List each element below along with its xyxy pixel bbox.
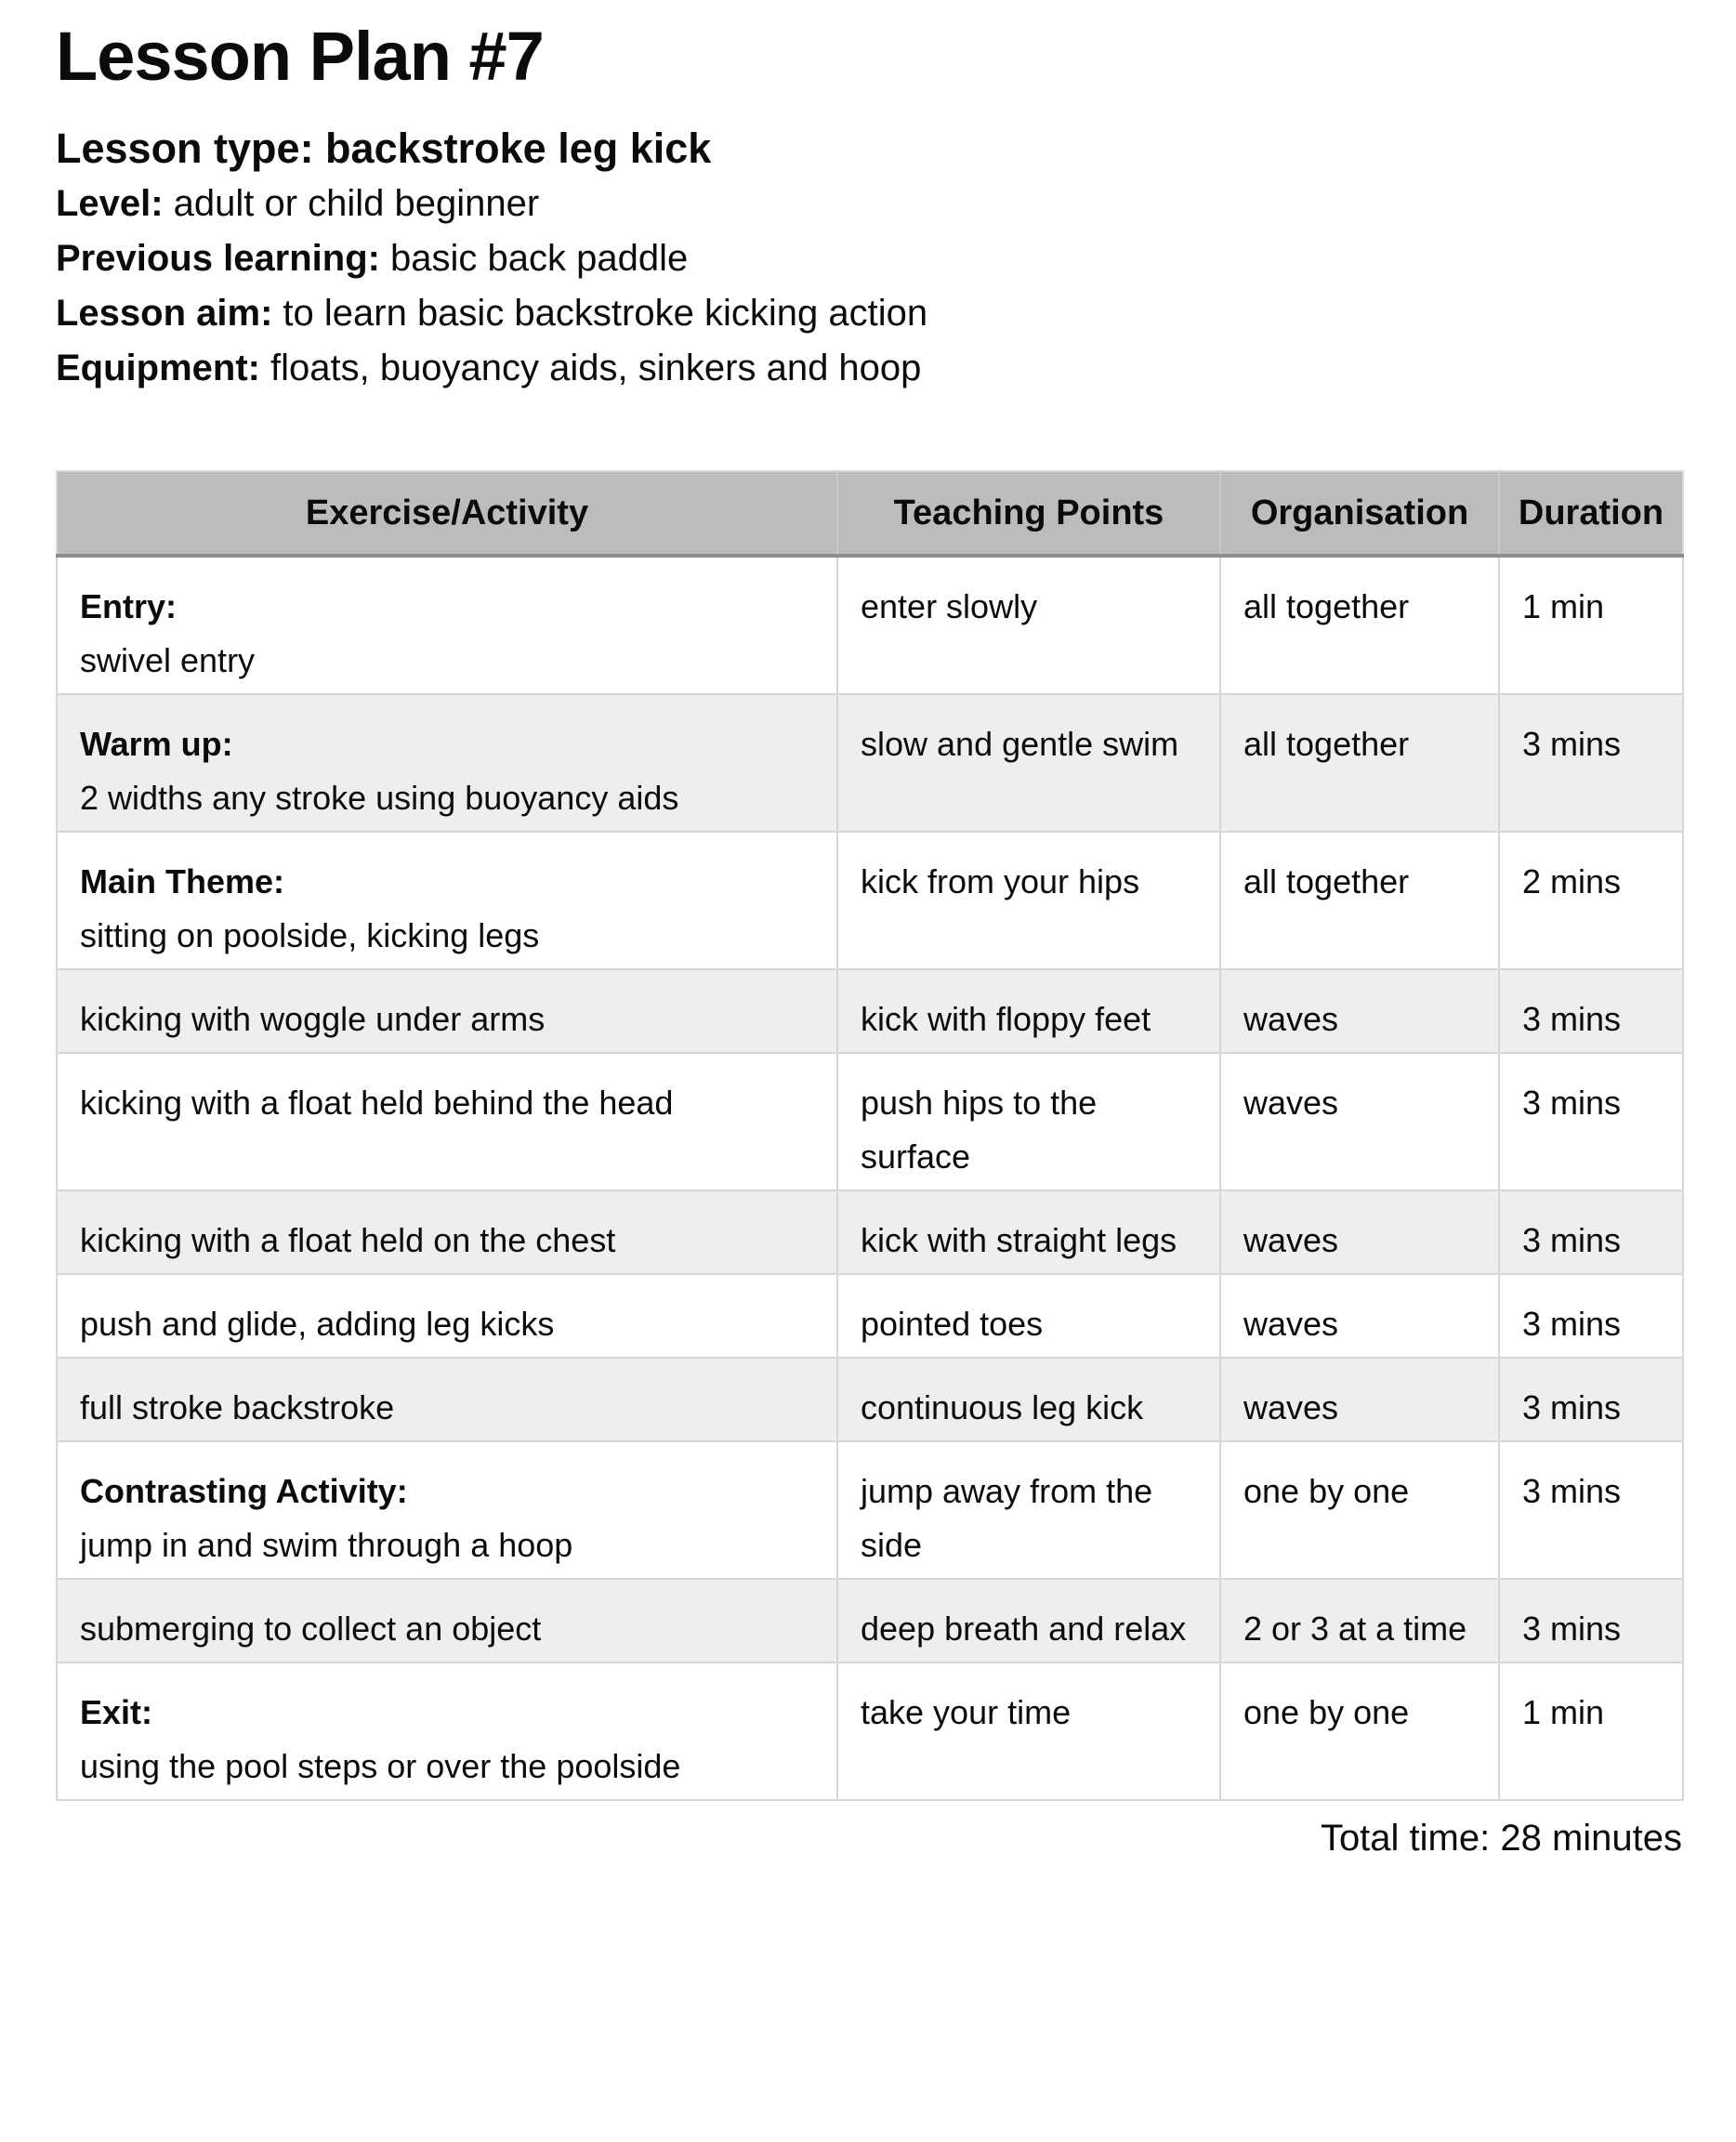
info-value-level: adult or child beginner	[173, 183, 540, 224]
exercise-cell	[57, 832, 837, 969]
exercise-text: kicking with a float held behind the head	[80, 1084, 674, 1122]
lesson-type-line: Lesson type: backstroke leg kick	[56, 125, 712, 172]
exercise-text: 2 widths any stroke using buoyancy aids	[80, 779, 679, 817]
exercise-text: kicking with woggle under arms	[80, 1000, 546, 1038]
duration-cell: 3 mins	[1499, 969, 1683, 1053]
exercise-text: kicking with a float held on the chest	[80, 1221, 616, 1259]
exercise-text: sitting on poolside, kicking legs	[80, 916, 540, 954]
info-line-level	[56, 177, 1682, 231]
column-header-exercise: Exercise/Activity	[57, 471, 837, 556]
organisation-cell: waves	[1220, 969, 1499, 1053]
info-value-lesson-aim: to learn basic backstroke kicking action	[283, 293, 928, 334]
exercise-text: full stroke backstroke	[80, 1388, 395, 1426]
lesson-plan-table	[56, 470, 1684, 1801]
column-header-organisation: Organisation	[1220, 471, 1499, 556]
info-value-previous-learning: basic back paddle	[389, 238, 689, 279]
table-row	[57, 694, 1683, 832]
teaching-cell: continuous leg kick	[837, 1358, 1220, 1441]
exercise-text: using the pool steps or over the poolside	[80, 1747, 681, 1785]
duration-cell: 1 min	[1499, 556, 1683, 694]
teaching-cell: kick from your hips	[837, 832, 1220, 969]
exercise-cell	[57, 1662, 837, 1800]
exercise-cell	[57, 1358, 837, 1441]
exercise-text: swivel entry	[80, 641, 256, 679]
table-row	[57, 832, 1683, 969]
exercise-text: submerging to collect an object	[80, 1610, 542, 1648]
duration-cell: 3 mins	[1499, 1053, 1683, 1190]
section-heading: Main Theme:	[80, 862, 285, 900]
organisation-cell: one by one	[1220, 1662, 1499, 1800]
organisation-cell: waves	[1220, 1053, 1499, 1190]
info-label-level: Level:	[56, 183, 164, 224]
table-row	[57, 1358, 1683, 1441]
section-heading: Exit:	[80, 1693, 153, 1731]
duration-cell: 2 mins	[1499, 832, 1683, 969]
info-label-lesson-aim: Lesson aim:	[56, 293, 273, 334]
table-row	[57, 556, 1683, 694]
duration-cell: 3 mins	[1499, 1579, 1683, 1662]
section-heading: Warm up:	[80, 725, 233, 763]
teaching-cell: jump away from the side	[837, 1441, 1220, 1579]
teaching-cell: kick with floppy feet	[837, 969, 1220, 1053]
exercise-text: push and glide, adding leg kicks	[80, 1305, 555, 1343]
exercise-cell	[57, 1274, 837, 1358]
exercise-cell	[57, 1579, 837, 1662]
duration-cell: 3 mins	[1499, 1190, 1683, 1274]
duration-cell: 3 mins	[1499, 1441, 1683, 1579]
exercise-cell	[57, 1190, 837, 1274]
info-line-equipment	[56, 341, 1682, 396]
table-row	[57, 969, 1683, 1053]
total-time: Total time: 28 minutes	[1320, 1818, 1682, 1859]
table-row	[57, 1441, 1683, 1579]
info-line-previous-learning	[56, 231, 1682, 286]
exercise-text: jump in and swim through a hoop	[80, 1526, 573, 1564]
teaching-cell: pointed toes	[837, 1274, 1220, 1358]
organisation-cell: all together	[1220, 694, 1499, 832]
table-header-row	[57, 471, 1683, 556]
teaching-cell: push hips to the surface	[837, 1053, 1220, 1190]
organisation-cell: waves	[1220, 1274, 1499, 1358]
section-heading: Contrasting Activity:	[80, 1472, 408, 1510]
exercise-cell	[57, 1053, 837, 1190]
duration-cell: 3 mins	[1499, 694, 1683, 832]
info-value-equipment: floats, buoyancy aids, sinkers and hoop	[270, 348, 922, 388]
section-heading: Entry:	[80, 587, 178, 625]
info-label-equipment: Equipment:	[56, 348, 260, 388]
organisation-cell: 2 or 3 at a time	[1220, 1579, 1499, 1662]
organisation-cell: waves	[1220, 1190, 1499, 1274]
info-line-lesson-aim	[56, 286, 1682, 341]
exercise-cell	[57, 1441, 837, 1579]
teaching-cell: kick with straight legs	[837, 1190, 1220, 1274]
page-title: Lesson Plan #7	[56, 18, 544, 95]
duration-cell: 1 min	[1499, 1662, 1683, 1800]
column-header-teaching-points: Teaching Points	[837, 471, 1220, 556]
organisation-cell: all together	[1220, 832, 1499, 969]
exercise-cell	[57, 694, 837, 832]
table-row	[57, 1190, 1683, 1274]
duration-cell: 3 mins	[1499, 1274, 1683, 1358]
duration-cell: 3 mins	[1499, 1358, 1683, 1441]
column-header-duration: Duration	[1499, 471, 1683, 556]
organisation-cell: one by one	[1220, 1441, 1499, 1579]
info-label-previous-learning: Previous learning:	[56, 238, 380, 279]
teaching-cell: deep breath and relax	[837, 1579, 1220, 1662]
organisation-cell: all together	[1220, 556, 1499, 694]
table-row	[57, 1274, 1683, 1358]
teaching-cell: take your time	[837, 1662, 1220, 1800]
table-row	[57, 1579, 1683, 1662]
table-row	[57, 1662, 1683, 1800]
organisation-cell: waves	[1220, 1358, 1499, 1441]
table-row	[57, 1053, 1683, 1190]
teaching-cell: slow and gentle swim	[837, 694, 1220, 832]
exercise-cell	[57, 969, 837, 1053]
teaching-cell: enter slowly	[837, 556, 1220, 694]
exercise-cell	[57, 556, 837, 694]
